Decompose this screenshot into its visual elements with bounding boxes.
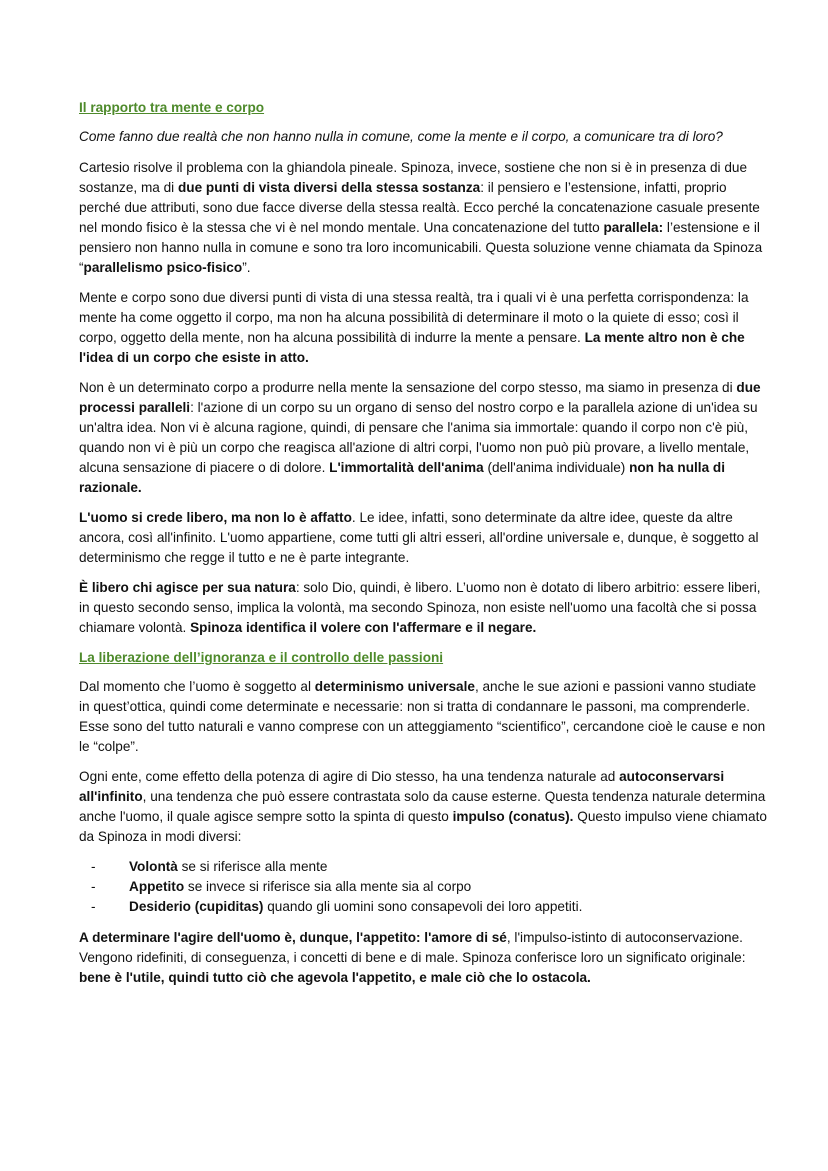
paragraph-mente-corpo: Mente e corpo sono due diversi punti di vista di una stessa realtà, tra i quali vi è una perfetta corrispondenza: la mente ha come oggetto il corpo, ma non ha alcuna possibilità di determinare il moto o la quiete di esso; così il corpo, oggetto della mente, non ha alcuna possibilità di indurre la mente a pensare. La mente altro non è che l'idea di un corpo che esiste in atto. [79, 290, 749, 365]
list-dash: - [91, 859, 96, 874]
conatus-list [79, 857, 768, 917]
paragraph-determinismo: Dal momento che l’uomo è soggetto al determinismo universale, anche le sue azioni e passioni vanno studiate in quest’ottica, quindi come determinate e necessarie: non si tratta di condannare le passoni, ma comprenderle. Esse sono del tutto naturali e vanno comprese con un atteggiamento “scientifico”, cercandone cioè le cause e non le “colpe”. [79, 679, 766, 754]
section-title-passioni: La liberazione dell’ignoranza e il controllo delle passioni [79, 650, 444, 665]
list-dash: - [91, 879, 96, 894]
paragraph-cartesio: Cartesio risolve il problema con la ghiandola pineale. Spinoza, invece, sostiene che non si è in presenza di due sostanze, ma di due punti di vista diversi della stessa sostanza: il pensiero e l’estensione, infatti, proprio perché due attributi, sono due facce diverse della stessa realtà. Ecco perché la concatenazione casuale presente nel mondo fisico è la stessa che vi è nel mondo mentale. Una concatenazione del tutto parallela: l’estensione e il pensiero non hanno nulla in comune e sono tra loro incomunicabili. Questa soluzione venne chiamata da Spinoza “parallelismo psico-fisico”. [79, 160, 763, 275]
list-item: - Appetito se invece si riferisce sia alla mente sia al corpo [91, 877, 768, 897]
paragraph-liberta: È libero chi agisce per sua natura: solo Dio, quindi, è libero. L’uomo non è dotato di libero arbitrio: essere liberi, in questo secondo senso, implica la volontà, ma secondo Spinoza, non esiste nell'uomo una facoltà che si possa chiamare volontà. Spinoza identifica il volere con l'affermare e il negare. [79, 580, 761, 635]
section-title-mind-body: Il rapporto tra mente e corpo [79, 100, 265, 115]
paragraph-appetito: A determinare l'agire dell'uomo è, dunque, l'appetito: l'amore di sé, l'impulso-istinto di autoconservazione. Vengono ridefiniti, di conseguenza, i concetti di bene e di male. Spinoza conferisce loro un significato originale: bene è l'utile, quindi tutto ciò che agevola l'appetito, e male ciò che lo ostacola. [79, 930, 746, 985]
paragraph-conatus: Ogni ente, come effetto della potenza di agire di Dio stesso, ha una tendenza naturale ad autoconservarsi all'infinito, una tendenza che può essere contrastata solo da cause esterne. Questa tendenza naturale determina anche l'uomo, il quale agisce sempre sotto la spinta di questo impulso (conatus). Questo impulso viene chiamato da Spinoza in modi diversi: [79, 769, 767, 844]
paragraph-uomo-libero: L'uomo si crede libero, ma non lo è affatto. Le idee, infatti, sono determinate da altre idee, queste da altre ancora, così all'infinito. L'uomo appartiene, come tutti gli altri esseri, all'ordine universale e, dunque, è soggetto al determinismo che regge il tutto e ne è parte integrante. [79, 510, 759, 565]
list-dash: - [91, 899, 96, 914]
paragraph-processi-paralleli: Non è un determinato corpo a produrre nella mente la sensazione del corpo stesso, ma siamo in presenza di due processi paralleli: l'azione di un corpo su un organo di senso del nostro corpo e la parallela azione di un'idea su un'altra idea. Non vi è alcuna ragione, quindi, di pensare che l'anima sia immortale: quando il corpo non c'è più, quando non vi è più un corpo che reagisca all'azione di altri corpi, l'uomo non può più provare, a livello mentale, alcuna sensazione di piacere o di dolore. L'immortalità dell'anima (dell'anima individuale) non ha nulla di razionale. [79, 380, 761, 495]
section-question: Come fanno due realtà che non hanno nulla in comune, come la mente e il corpo, a comunicare tra di loro? [79, 129, 723, 144]
list-item: - Desiderio (cupiditas) quando gli uomini sono consapevoli dei loro appetiti. [91, 897, 768, 917]
list-item: - Volontà se si riferisce alla mente [91, 857, 768, 877]
